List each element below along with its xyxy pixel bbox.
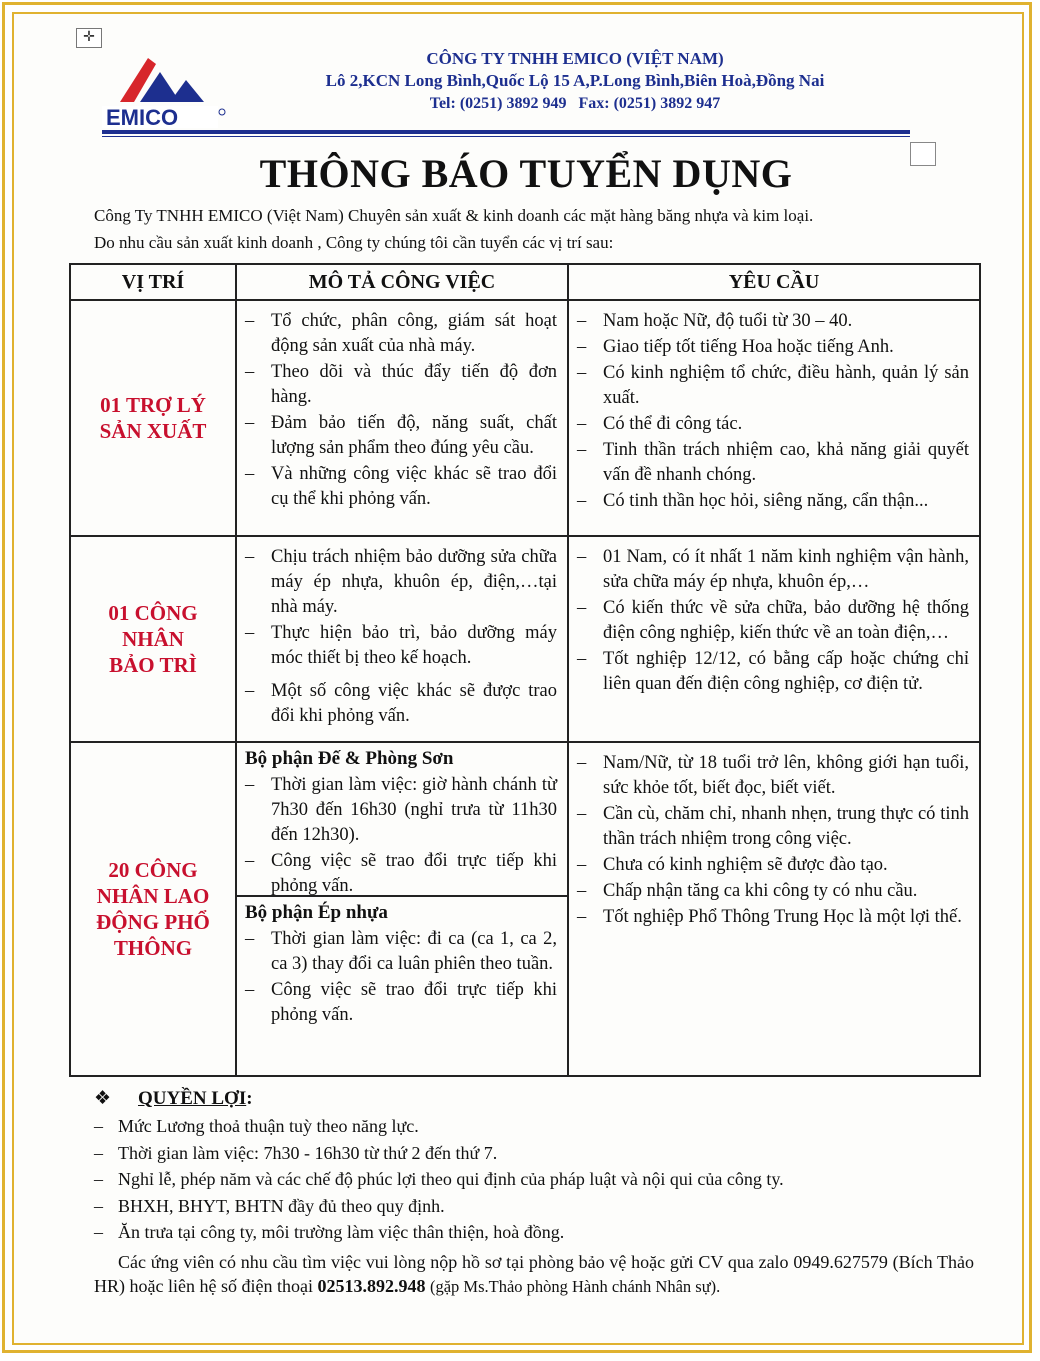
requirements-cell [568,742,980,1076]
benefit-item: – Mức Lương thoả thuận tuỳ theo năng lực. [94,1113,974,1140]
list-item: – 01 Nam, có ít nhất 1 năm kinh nghiệm vận hành, sửa chữa máy ép nhựa, khuôn ép,… [577,545,969,595]
table-row [70,536,980,742]
header-rule [102,130,910,134]
contact-note: (gặp Ms.Thảo phòng Hành chánh Nhân sự). [429,1276,721,1296]
position-cell: 01 TRỢ LÝ SẢN XUẤT [70,300,236,536]
closing-text: Các ứng viên có nhu cầu tìm việc vui lòng nộp hồ sơ tại phòng bảo vệ hoặc gửi CV qua zalo 0949.627579 (Bích Thảo HR) hoặc liên hệ số điện thoại [94,1251,974,1296]
list-item: – Công việc sẽ trao đổi trực tiếp khi phỏng vấn. [245,849,557,899]
description-cell [236,742,568,1076]
emico-logo [100,50,230,130]
description-cell [236,300,568,536]
list-item: – Một số công việc khác sẽ được trao đổi khi phỏng vấn. [245,679,557,729]
list-item: – Giao tiếp tốt tiếng Hoa hoặc tiếng Anh. [577,335,969,360]
header-position: VỊ TRÍ [70,264,236,300]
company-phone-fax: Tel: (0251) 3892 949 Fax: (0251) 3892 947 [429,95,721,112]
list-item: – Thực hiện bảo trì, bảo dưỡng máy móc thiết bị theo kế hoạch. [245,621,557,671]
table-header-row [70,264,980,300]
list-item: – Nam/Nữ, từ 18 tuổi trở lên, không giới hạn tuổi, sức khỏe tốt, biết đọc, biết viết. [577,751,969,801]
list-item: – Chưa có kinh nghiệm sẽ được đào tạo. [577,853,969,878]
list-item: – Nam hoặc Nữ, độ tuổi từ 30 – 40. [577,309,969,334]
list-item: – Theo dõi và thúc đẩy tiến độ đơn hàng. [245,360,557,410]
company-address: Lô 2,KCN Long Bình,Quốc Lộ 15 A,P.Long Bình,Biên Hoà,Đồng Nai [325,71,825,90]
list-item: – Cần cù, chăm chỉ, nhanh nhẹn, trung thực có tinh thần trách nhiệm trong công việc. [577,802,969,852]
page-title: THÔNG BÁO TUYỂN DỤNG [259,151,793,196]
list-item: – Chịu trách nhiệm bảo dưỡng sửa chữa máy ép nhựa, khuôn ép, điện,…tại nhà máy. [245,545,557,620]
list-item: – Thời gian làm việc: đi ca (ca 1, ca 2, ca 3) thay đổi ca luân phiên theo tuần. [245,927,557,977]
list-item: – Đảm bảo tiến độ, năng suất, chất lượng sản phẩm theo đúng yêu cầu. [245,411,557,461]
header-description: MÔ TẢ CÔNG VIỆC [236,264,568,300]
list-item: – Công việc sẽ trao đổi trực tiếp khi phỏng vấn. [245,978,557,1028]
list-item: – Thời gian làm việc: giờ hành chánh từ 7h30 đến 16h30 (nghỉ trưa từ 11h30 đến 12h30). [245,773,557,848]
list-item: – Và những công việc khác sẽ trao đổi cụ thể khi phỏng vấn. [245,462,557,512]
table-row [70,742,980,1076]
jobs-table [69,263,981,1077]
benefit-item: – BHXH, BHYT, BHTN đầy đủ theo quy định. [94,1193,974,1220]
benefit-item: – Ăn trưa tại công ty, môi trường làm việc thân thiện, hoà đồng. [94,1219,974,1246]
list-item: – Tốt nghiệp 12/12, có bằng cấp hoặc chứng chỉ liên quan đến điện công nghiệp, cơ điện tử. [577,647,969,697]
list-item: – Tinh thần trách nhiệm cao, khả năng giải quyết vấn đề nhanh chóng. [577,438,969,488]
requirements-cell [568,300,980,536]
department-block [237,895,567,1035]
list-item: – Tổ chức, phân công, giám sát hoạt động sản xuất của nhà máy. [245,309,557,359]
intro-line: Công Ty TNHH EMICO (Việt Nam) Chuyên sản xuất & kinh doanh các mặt hàng băng nhựa và kim loại. [94,206,814,225]
department-block [237,743,567,895]
requirements-cell [568,536,980,742]
company-name: CÔNG TY TNHH EMICO (VIỆT NAM) [426,49,724,68]
list-item: – Có kinh nghiệm tổ chức, điều hành, quản lý sản xuất. [577,361,969,411]
intro-text [94,202,974,256]
department-name: Bộ phận Đế & Phòng Sơn [245,748,454,769]
list-item: – Có tinh thần học hỏi, siêng năng, cẩn thận... [577,489,969,514]
position-cell: 01 CÔNG NHÂN BẢO TRÌ [70,536,236,742]
benefits-section [94,1084,974,1299]
list-item: – Có thể đi công tác. [577,412,969,437]
closing-paragraph [94,1250,974,1299]
table-move-handle-icon[interactable]: ✛ [76,28,102,48]
description-cell [236,536,568,742]
list-item: – Tốt nghiệp Phổ Thông Trung Học là một lợi thế. [577,905,969,930]
benefit-item: – Nghỉ lễ, phép năm và các chế độ phúc lợi theo qui định của pháp luật và nội qui của công ty. [94,1166,974,1193]
company-header [290,48,860,116]
header-rule-thin [102,136,910,137]
header-requirements: YÊU CẦU [568,264,980,300]
list-item: – Chấp nhận tăng ca khi công ty có nhu cầu. [577,879,969,904]
intro-line: Do nhu cầu sản xuất kinh doanh , Công ty chúng tôi cần tuyển các vị trí sau: [94,233,614,252]
position-cell: 20 CÔNG NHÂN LAO ĐỘNG PHỔ THÔNG [70,742,236,1076]
contact-phone: 02513.892.948 [317,1275,426,1296]
department-name: Bộ phận Ép nhựa [245,902,388,923]
diamond-bullet-icon: ❖ [94,1087,112,1109]
benefits-heading: ❖ QUYỀN LỢI: [94,1084,974,1113]
logo-text: EMICO [106,105,179,130]
table-row [70,300,980,536]
benefit-item: – Thời gian làm việc: 7h30 - 16h30 từ thứ 2 đến thứ 7. [94,1140,974,1167]
list-item: – Có kiến thức về sửa chữa, bảo dưỡng hệ thống điện công nghiệp, kiến thức về an toàn điện,… [577,596,969,646]
